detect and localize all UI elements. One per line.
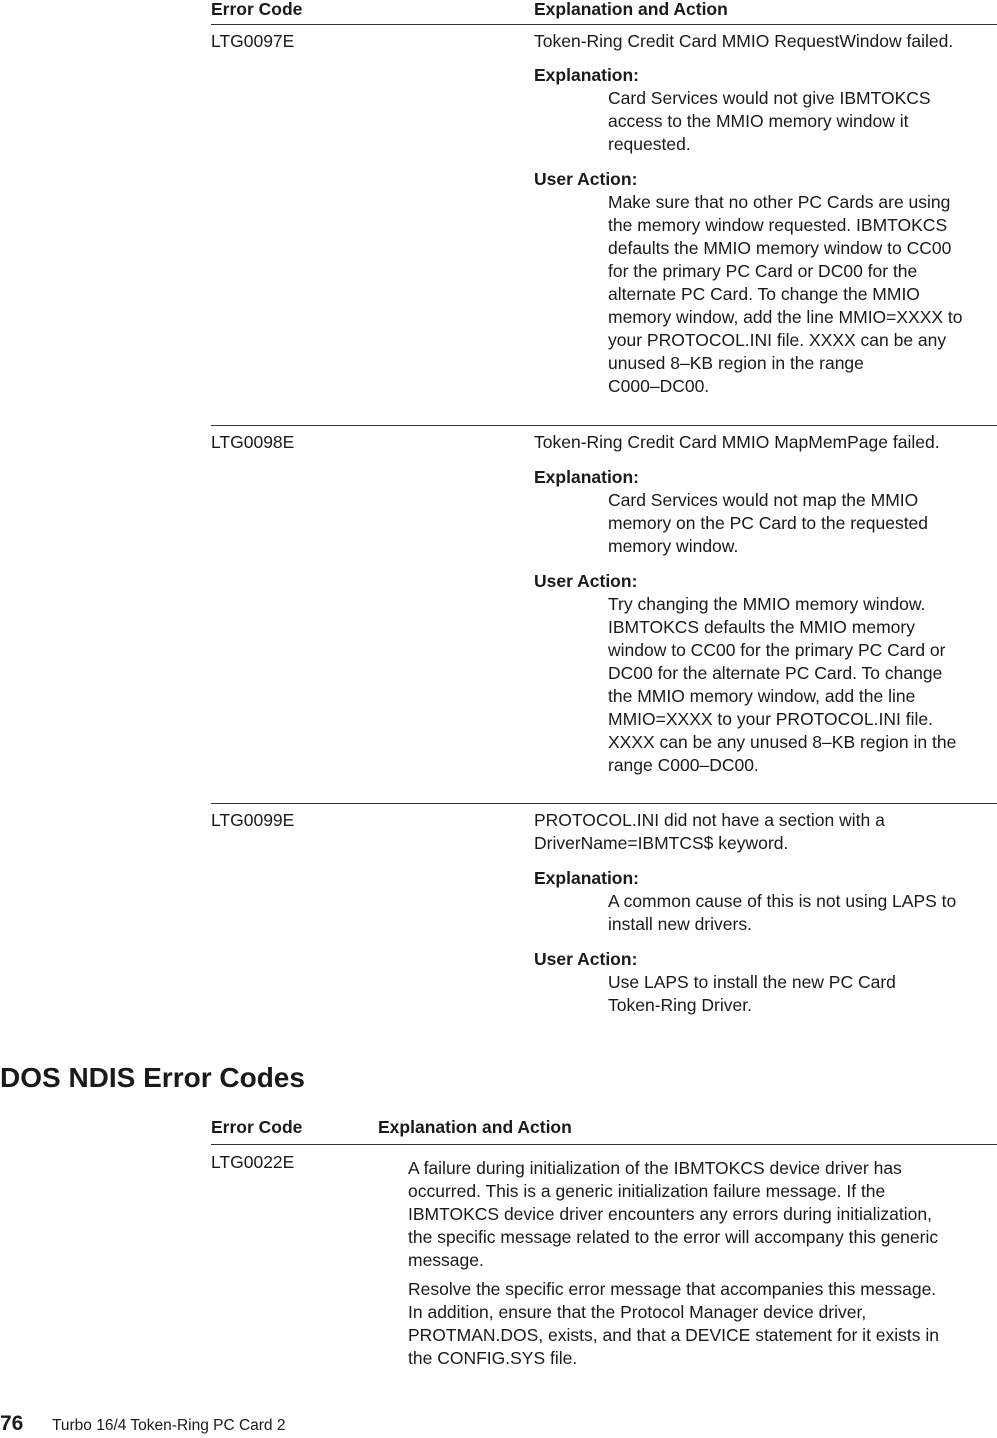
text-line: DriverName=IBMTCS$ keyword.	[534, 833, 789, 853]
column-header-error-code: Error Code	[211, 0, 303, 19]
text-line: C000–DC00.	[608, 376, 710, 396]
text-line: range C000–DC00.	[608, 755, 759, 775]
text-line: defaults the MMIO memory window to CC00	[608, 238, 952, 258]
error-code: LTG0097E	[211, 31, 295, 51]
text-line: alternate PC Card. To change the MMIO	[608, 284, 920, 304]
user-action-label: User Action:	[534, 571, 638, 591]
text-line: memory window, add the line MMIO=XXXX to	[608, 307, 963, 327]
text-line: XXXX can be any unused 8–KB region in the	[608, 732, 957, 752]
text-line: unused 8–KB region in the range	[608, 353, 864, 373]
text-line: MMIO=XXXX to your PROTOCOL.INI file.	[608, 709, 933, 729]
error-summary	[534, 431, 940, 454]
error-code: LTG0022E	[211, 1152, 295, 1172]
text-line: for the primary PC Card or DC00 for the	[608, 261, 918, 281]
text-line: PROTMAN.DOS, exists, and that a DEVICE statement for it exists in	[408, 1325, 940, 1345]
text-line: Try changing the MMIO memory window.	[608, 594, 926, 614]
text-line: Token-Ring Credit Card MMIO MapMemPage failed.	[534, 432, 940, 452]
row-divider	[211, 803, 997, 804]
text-line: PROTOCOL.INI did not have a section with a	[534, 810, 885, 830]
text-line: IBMTOKCS device driver encounters any errors during initialization,	[408, 1204, 932, 1224]
explanation-label: Explanation:	[534, 868, 640, 888]
section-title: DOS NDIS Error Codes	[0, 1062, 305, 1093]
header-rule	[211, 1144, 997, 1145]
text-line: Resolve the specific error message that accompanies this message.	[408, 1279, 937, 1299]
column-header-explanation: Explanation and Action	[378, 1117, 572, 1137]
text-line: memory window.	[608, 536, 739, 556]
row-divider	[211, 425, 997, 426]
text-line: Token-Ring Credit Card MMIO RequestWindow failed.	[534, 31, 954, 51]
page-number: 76	[0, 1412, 24, 1435]
column-header-explanation: Explanation and Action	[534, 0, 728, 19]
explanation-label: Explanation:	[534, 467, 640, 487]
text-line: IBMTOKCS defaults the MMIO memory	[608, 617, 915, 637]
user-action-text	[608, 971, 896, 1017]
user-action-label: User Action:	[534, 949, 638, 969]
user-action-text	[608, 593, 956, 777]
text-line: memory on the PC Card to the requested	[608, 513, 929, 533]
text-line: install new drivers.	[608, 914, 752, 934]
text-line: the CONFIG.SYS file.	[408, 1348, 578, 1368]
header-rule	[211, 24, 997, 25]
text-line: DC00 for the alternate PC Card. To change	[608, 663, 943, 683]
text-line: Token-Ring Driver.	[608, 995, 752, 1015]
text-line: occurred. This is a generic initialization failure message. If the	[408, 1181, 886, 1201]
text-line: Make sure that no other PC Cards are using	[608, 192, 951, 212]
error-code: LTG0098E	[211, 432, 295, 452]
text-line: requested.	[608, 134, 691, 154]
text-line: Use LAPS to install the new PC Card	[608, 972, 896, 992]
text-line: A failure during initialization of the IBMTOKCS device driver has	[408, 1158, 902, 1178]
user-action-label: User Action:	[534, 169, 638, 189]
error-summary	[534, 809, 885, 855]
explanation-text	[608, 890, 956, 936]
explanation-text	[608, 489, 928, 558]
text-line: the specific message related to the error will accompany this generic	[408, 1227, 939, 1247]
text-line: the MMIO memory window, add the line	[608, 686, 916, 706]
column-header-error-code: Error Code	[211, 1117, 303, 1137]
error-description	[408, 1157, 939, 1376]
error-summary	[534, 30, 953, 53]
text-line: your PROTOCOL.INI file. XXXX can be any	[608, 330, 947, 350]
book-title: Turbo 16/4 Token-Ring PC Card 2	[52, 1417, 286, 1434]
text-line: In addition, ensure that the Protocol Manager device driver,	[408, 1302, 867, 1322]
text-line: the memory window requested. IBMTOKCS	[608, 215, 948, 235]
text-line: window to CC00 for the primary PC Card or	[608, 640, 946, 660]
text-line: Card Services would not map the MMIO	[608, 490, 919, 510]
text-line: A common cause of this is not using LAPS to	[608, 891, 957, 911]
paragraph	[408, 1278, 939, 1370]
text-line: message.	[408, 1250, 484, 1270]
user-action-text	[608, 191, 963, 398]
paragraph	[408, 1157, 939, 1272]
explanation-text	[608, 87, 931, 156]
error-code: LTG0099E	[211, 810, 295, 830]
text-line: Card Services would not give IBMTOKCS	[608, 88, 931, 108]
explanation-label: Explanation:	[534, 65, 640, 85]
text-line: access to the MMIO memory window it	[608, 111, 909, 131]
